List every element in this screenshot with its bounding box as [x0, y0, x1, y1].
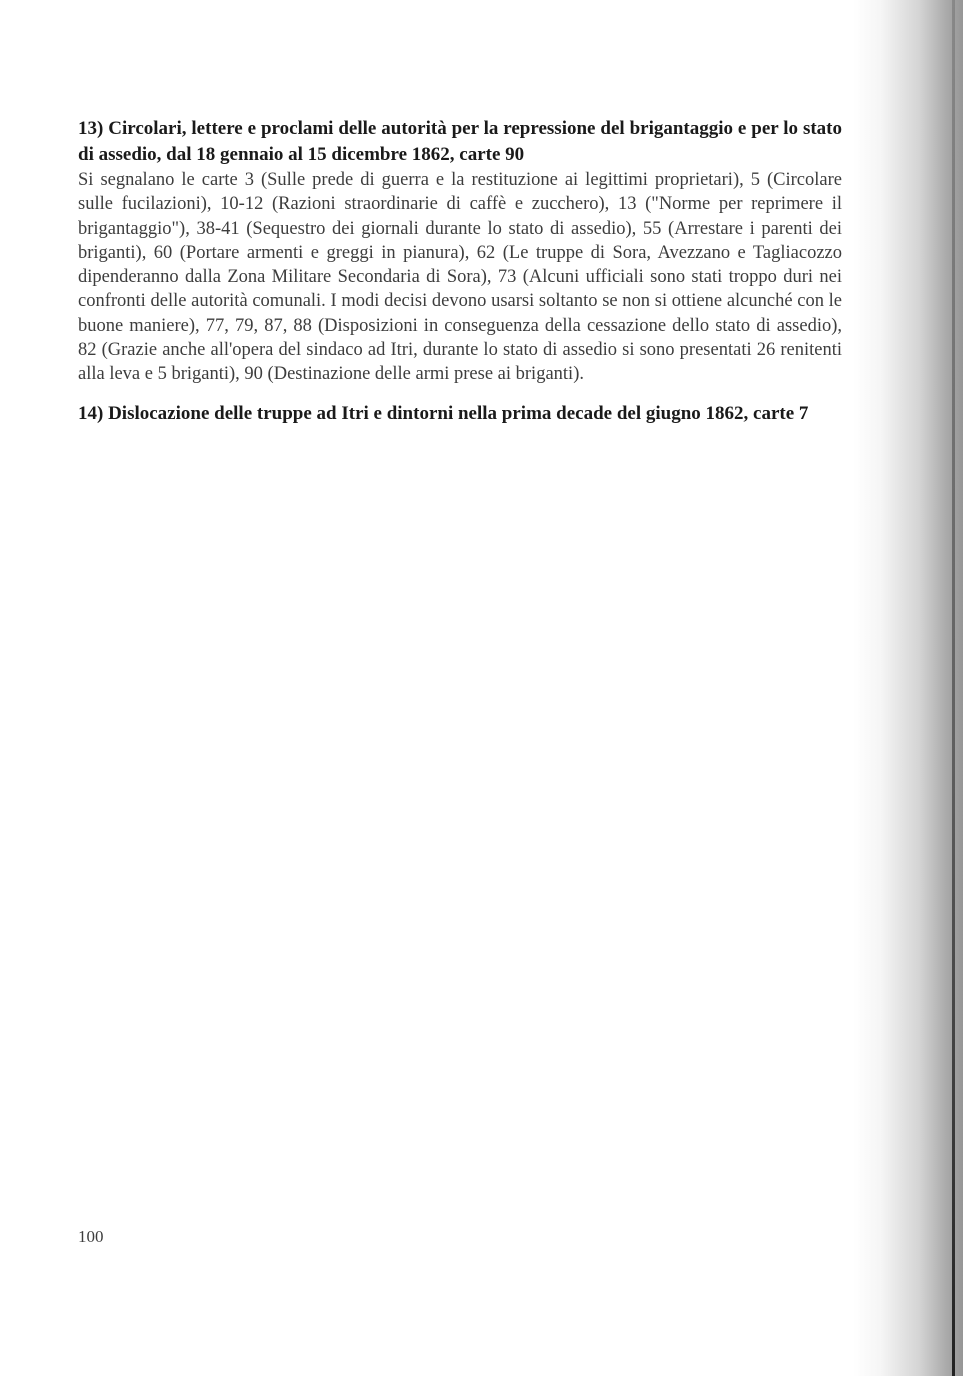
page-content [78, 116, 842, 427]
page-number: 100 [78, 1227, 104, 1246]
entry-heading: 13) Circolari, lettere e proclami delle autorità per la repressione del brigantaggio e per lo stato di assedio, dal 18 gennaio al 15 dicembre 1862, carte 90 [78, 118, 842, 165]
entry-14 [78, 401, 842, 427]
entry-13 [78, 116, 842, 387]
binding-shadow [853, 0, 963, 1376]
entry-body: Si segnalano le carte 3 (Sulle prede di guerra e la restituzione ai legittimi proprietari), 5 (Circolare sulle fucilazioni), 10-12 (Razioni straordinarie di caffè e zucchero), 13 ("Norme per reprimere il brigantaggio"), 38-41 (Sequestro dei giornali durante lo stato di assedio), 55 (Arrestare i parenti dei briganti), 60 (Portare armenti e greggi in pianura), 62 (Le truppe di Sora, Avezzano e Tagliacozzo dipenderanno dalla Zona Militare Secondaria di Sora), 73 (Alcuni ufficiali sono stati troppo duri nei confronti delle autorità comunali. I modi decisi devono usarsi soltanto se non si ottiene alcunché con le buone maniere), 77, 79, 87, 88 (Disposizioni in conseguenza della cessazione dello stato di assedio), 82 (Grazie anche all'opera del sindaco ad Itri, durante lo stato di assedio si sono presentati 26 renitenti alla leva e 5 briganti), 90 (Destinazione delle armi prese ai briganti). [78, 170, 842, 385]
entry-heading: 14) Dislocazione delle truppe ad Itri e dintorni nella prima decade del giugno 1862, carte 7 [78, 402, 809, 424]
binding-edge [952, 0, 955, 1376]
